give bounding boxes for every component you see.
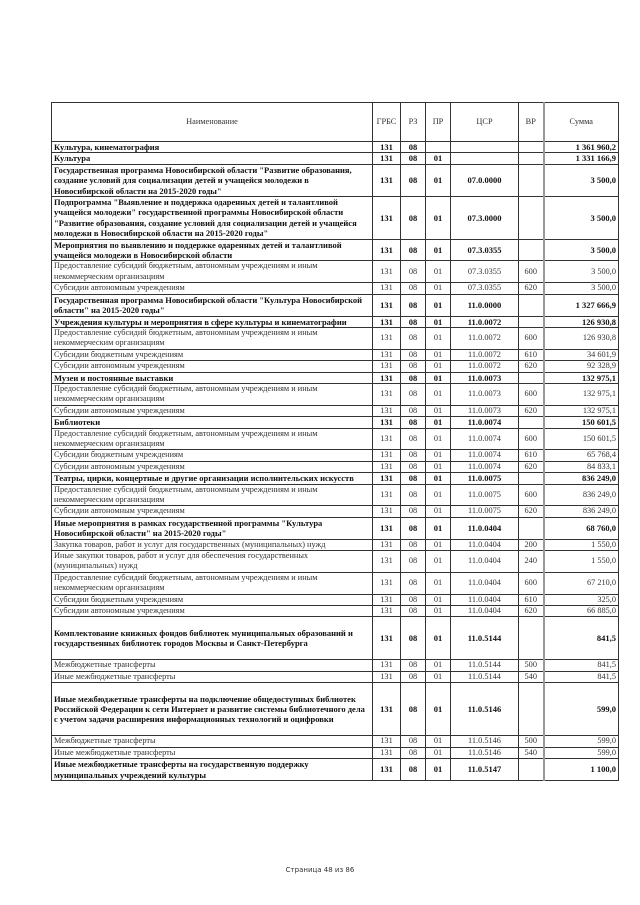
cell-name: Предоставление субсидий бюджетным, автономным учреждениям и иным некоммерческим организациям	[52, 428, 373, 450]
cell-sum: 67 210,0	[544, 572, 619, 594]
table-row	[52, 683, 619, 736]
cell-name: Субсидии автономным учреждениям	[52, 405, 373, 416]
cell-name: Субсидии бюджетным учреждениям	[52, 450, 373, 461]
cell-name: Музеи и постоянные выставки	[52, 372, 373, 383]
cell-pr: 01	[426, 461, 451, 472]
cell-vr: 600	[519, 261, 544, 283]
cell-csr: 11.0.0404	[451, 606, 519, 617]
cell-sum: 1 100,0	[544, 759, 619, 781]
table-row	[52, 349, 619, 360]
cell-vr	[519, 239, 544, 261]
cell-csr: 11.0.5146	[451, 683, 519, 736]
cell-grbs: 131	[373, 197, 401, 240]
cell-pr: 01	[426, 164, 451, 196]
cell-grbs: 131	[373, 461, 401, 472]
cell-vr: 500	[519, 736, 544, 747]
cell-grbs: 131	[373, 316, 401, 327]
cell-sum: 1 550,0	[544, 551, 619, 573]
cell-sum: 836 249,0	[544, 506, 619, 517]
cell-csr: 07.3.0000	[451, 197, 519, 240]
cell-csr: 11.0.0075	[451, 484, 519, 506]
cell-rz: 08	[401, 450, 426, 461]
cell-pr: 01	[426, 517, 451, 539]
cell-csr: 11.0.0000	[451, 294, 519, 316]
cell-sum: 841,5	[544, 617, 619, 660]
cell-name: Субсидии бюджетным учреждениям	[52, 594, 373, 605]
cell-csr: 11.0.0404	[451, 572, 519, 594]
cell-pr: 01	[426, 405, 451, 416]
cell-vr: 240	[519, 551, 544, 573]
cell-rz: 08	[401, 461, 426, 472]
cell-pr: 01	[426, 261, 451, 283]
table-row	[52, 759, 619, 781]
cell-rz: 08	[401, 617, 426, 660]
cell-csr: 11.0.0404	[451, 539, 519, 550]
cell-name: Иные межбюджетные трансферты на подключение общедоступных библиотек Российской Федерации к сети Интернет и развитие системы библиотечного дела с учетом задачи расширения информационных технологий и оцифровки	[52, 683, 373, 736]
cell-pr: 01	[426, 617, 451, 660]
table-row	[52, 572, 619, 594]
cell-vr	[519, 617, 544, 660]
table-row	[52, 671, 619, 682]
cell-rz: 08	[401, 671, 426, 682]
cell-sum: 1 550,0	[544, 539, 619, 550]
cell-vr: 620	[519, 461, 544, 472]
cell-name: Иные межбюджетные трансферты на государственную поддержку муниципальных учреждений культуры	[52, 759, 373, 781]
cell-grbs: 131	[373, 617, 401, 660]
cell-sum: 325,0	[544, 594, 619, 605]
cell-name: Предоставление субсидий бюджетным, автономным учреждениям и иным некоммерческим организациям	[52, 327, 373, 349]
budget-table	[51, 102, 619, 781]
cell-name: Подпрограмма "Выявление и поддержка одаренных детей и талантливой учащейся молодежи" государственной программы Новосибирской области "Развитие образования, создание условий для социализации детей и учащейся молодежи в Новосибирской области на 2015-2020 годы"	[52, 197, 373, 240]
cell-rz: 08	[401, 747, 426, 758]
cell-vr	[519, 759, 544, 781]
cell-pr: 01	[426, 327, 451, 349]
cell-vr	[519, 473, 544, 484]
cell-rz: 08	[401, 405, 426, 416]
cell-grbs: 131	[373, 736, 401, 747]
cell-sum: 66 885,0	[544, 606, 619, 617]
cell-csr: 11.0.0073	[451, 405, 519, 416]
cell-csr	[451, 142, 519, 153]
table-row	[52, 551, 619, 573]
cell-grbs: 131	[373, 349, 401, 360]
cell-grbs: 131	[373, 506, 401, 517]
cell-pr: 01	[426, 428, 451, 450]
cell-csr: 07.3.0355	[451, 283, 519, 294]
cell-vr	[519, 197, 544, 240]
cell-name: Предоставление субсидий бюджетным, автономным учреждениям и иным некоммерческим организациям	[52, 484, 373, 506]
cell-csr: 11.0.0073	[451, 372, 519, 383]
cell-sum: 1 327 666,9	[544, 294, 619, 316]
table-body	[52, 142, 619, 781]
cell-csr: 11.0.0074	[451, 450, 519, 461]
cell-vr: 620	[519, 361, 544, 372]
cell-pr: 01	[426, 506, 451, 517]
table-row	[52, 617, 619, 660]
cell-pr: 01	[426, 736, 451, 747]
cell-sum: 3 500,0	[544, 261, 619, 283]
table-row	[52, 594, 619, 605]
cell-grbs: 131	[373, 372, 401, 383]
cell-pr: 01	[426, 683, 451, 736]
cell-sum: 65 768,4	[544, 450, 619, 461]
header-rz: РЗ	[401, 103, 426, 142]
cell-vr: 600	[519, 428, 544, 450]
cell-name: Комплектование книжных фондов библиотек муниципальных образований и государственных библиотек городов Москвы и Санкт-Петербурга	[52, 617, 373, 660]
cell-rz: 08	[401, 361, 426, 372]
cell-sum: 150 601,5	[544, 417, 619, 428]
cell-rz: 08	[401, 283, 426, 294]
cell-pr: 01	[426, 539, 451, 550]
cell-rz: 08	[401, 142, 426, 153]
table-row	[52, 197, 619, 240]
cell-name: Учреждения культуры и мероприятия в сфере культуры и кинематографии	[52, 316, 373, 327]
cell-name: Иные межбюджетные трансферты	[52, 747, 373, 758]
cell-pr: 01	[426, 671, 451, 682]
table-row	[52, 316, 619, 327]
cell-grbs: 131	[373, 747, 401, 758]
cell-vr	[519, 372, 544, 383]
table-row	[52, 736, 619, 747]
cell-rz: 08	[401, 239, 426, 261]
cell-rz: 08	[401, 372, 426, 383]
cell-csr: 11.0.5146	[451, 747, 519, 758]
cell-pr: 01	[426, 294, 451, 316]
cell-pr: 01	[426, 153, 451, 164]
cell-vr: 540	[519, 747, 544, 758]
cell-csr: 07.0.0000	[451, 164, 519, 196]
cell-rz: 08	[401, 164, 426, 196]
cell-vr	[519, 683, 544, 736]
header-pr: ПР	[426, 103, 451, 142]
cell-pr: 01	[426, 450, 451, 461]
cell-pr: 01	[426, 473, 451, 484]
table-row	[52, 383, 619, 405]
cell-grbs: 131	[373, 759, 401, 781]
cell-grbs: 131	[373, 261, 401, 283]
cell-name: Государственная программа Новосибирской области "Культура Новосибирской области" на 2015-2020 годы"	[52, 294, 373, 316]
table-row	[52, 327, 619, 349]
table-row	[52, 517, 619, 539]
cell-csr: 11.0.0404	[451, 517, 519, 539]
cell-pr: 01	[426, 316, 451, 327]
header-sum: Сумма	[544, 103, 619, 142]
cell-vr: 500	[519, 660, 544, 671]
cell-grbs: 131	[373, 671, 401, 682]
table-row	[52, 539, 619, 550]
cell-grbs: 131	[373, 239, 401, 261]
cell-sum: 841,5	[544, 660, 619, 671]
cell-sum: 599,0	[544, 683, 619, 736]
cell-csr: 11.0.0404	[451, 551, 519, 573]
cell-grbs: 131	[373, 517, 401, 539]
cell-csr: 11.0.5144	[451, 660, 519, 671]
table-row	[52, 283, 619, 294]
cell-sum: 599,0	[544, 747, 619, 758]
table-row	[52, 506, 619, 517]
cell-grbs: 131	[373, 283, 401, 294]
cell-vr: 600	[519, 327, 544, 349]
cell-csr: 11.0.0075	[451, 506, 519, 517]
table-row	[52, 142, 619, 153]
cell-grbs: 131	[373, 450, 401, 461]
cell-csr: 11.0.5147	[451, 759, 519, 781]
cell-name: Субсидии автономным учреждениям	[52, 461, 373, 472]
cell-rz: 08	[401, 417, 426, 428]
cell-grbs: 131	[373, 551, 401, 573]
cell-pr: 01	[426, 594, 451, 605]
cell-pr: 01	[426, 606, 451, 617]
cell-rz: 08	[401, 517, 426, 539]
cell-grbs: 131	[373, 660, 401, 671]
table-row	[52, 361, 619, 372]
cell-rz: 08	[401, 736, 426, 747]
cell-name: Субсидии бюджетным учреждениям	[52, 349, 373, 360]
cell-name: Межбюджетные трансферты	[52, 660, 373, 671]
cell-grbs: 131	[373, 572, 401, 594]
cell-rz: 08	[401, 539, 426, 550]
table-row	[52, 372, 619, 383]
cell-vr: 610	[519, 594, 544, 605]
header-csr: ЦСР	[451, 103, 519, 142]
cell-pr: 01	[426, 239, 451, 261]
cell-rz: 08	[401, 506, 426, 517]
cell-rz: 08	[401, 383, 426, 405]
cell-rz: 08	[401, 428, 426, 450]
cell-csr: 11.0.0404	[451, 594, 519, 605]
cell-name: Театры, цирки, концертные и другие организации исполнительских искусств	[52, 473, 373, 484]
cell-vr	[519, 417, 544, 428]
cell-pr: 01	[426, 349, 451, 360]
cell-sum: 126 930,8	[544, 316, 619, 327]
cell-grbs: 131	[373, 606, 401, 617]
table-row	[52, 239, 619, 261]
cell-grbs: 131	[373, 428, 401, 450]
cell-csr: 07.3.0355	[451, 261, 519, 283]
cell-name: Мероприятия по выявлению и поддержке одаренных детей и талантливой учащейся молодежи в Новосибирской области	[52, 239, 373, 261]
cell-rz: 08	[401, 327, 426, 349]
cell-sum: 1 361 960,2	[544, 142, 619, 153]
cell-rz: 08	[401, 261, 426, 283]
cell-rz: 08	[401, 316, 426, 327]
cell-vr: 620	[519, 283, 544, 294]
cell-name: Субсидии автономным учреждениям	[52, 361, 373, 372]
cell-pr: 01	[426, 484, 451, 506]
cell-sum: 1 331 166,9	[544, 153, 619, 164]
cell-sum: 92 328,9	[544, 361, 619, 372]
cell-csr: 07.3.0355	[451, 239, 519, 261]
table-row	[52, 164, 619, 196]
table-row	[52, 294, 619, 316]
cell-grbs: 131	[373, 405, 401, 416]
cell-sum: 132 975,1	[544, 383, 619, 405]
cell-sum: 3 500,0	[544, 283, 619, 294]
cell-grbs: 131	[373, 153, 401, 164]
cell-sum: 836 249,0	[544, 473, 619, 484]
cell-pr: 01	[426, 660, 451, 671]
cell-sum: 3 500,0	[544, 197, 619, 240]
cell-sum: 150 601,5	[544, 428, 619, 450]
cell-name: Предоставление субсидий бюджетным, автономным учреждениям и иным некоммерческим организациям	[52, 383, 373, 405]
cell-name: Субсидии автономным учреждениям	[52, 606, 373, 617]
cell-sum: 132 975,1	[544, 372, 619, 383]
cell-pr: 01	[426, 361, 451, 372]
table-row	[52, 261, 619, 283]
table-row	[52, 747, 619, 758]
table-row	[52, 405, 619, 416]
page-number: Страница 48 из 86	[285, 866, 355, 874]
cell-csr	[451, 153, 519, 164]
table-row	[52, 153, 619, 164]
cell-rz: 08	[401, 294, 426, 316]
cell-csr: 11.0.0072	[451, 316, 519, 327]
cell-sum: 841,5	[544, 671, 619, 682]
cell-sum: 84 833,1	[544, 461, 619, 472]
table-row	[52, 484, 619, 506]
cell-grbs: 131	[373, 361, 401, 372]
cell-sum: 599,0	[544, 736, 619, 747]
cell-vr: 600	[519, 383, 544, 405]
cell-name: Субсидии автономным учреждениям	[52, 506, 373, 517]
cell-sum: 68 760,0	[544, 517, 619, 539]
cell-rz: 08	[401, 594, 426, 605]
cell-vr	[519, 316, 544, 327]
cell-sum: 836 249,0	[544, 484, 619, 506]
table-row	[52, 660, 619, 671]
cell-name: Культура, кинематография	[52, 142, 373, 153]
cell-rz: 08	[401, 473, 426, 484]
cell-csr: 11.0.0074	[451, 417, 519, 428]
cell-grbs: 131	[373, 473, 401, 484]
cell-vr: 610	[519, 349, 544, 360]
cell-vr: 600	[519, 572, 544, 594]
cell-name: Субсидии автономным учреждениям	[52, 283, 373, 294]
cell-pr: 01	[426, 197, 451, 240]
cell-rz: 08	[401, 197, 426, 240]
cell-pr: 01	[426, 283, 451, 294]
table-row	[52, 417, 619, 428]
header-name: Наименование	[52, 103, 373, 142]
cell-vr	[519, 517, 544, 539]
cell-name: Иные мероприятия в рамках государственной программы "Культура Новосибирской области" на 2015-2020 годы"	[52, 517, 373, 539]
cell-vr: 610	[519, 450, 544, 461]
cell-rz: 08	[401, 606, 426, 617]
cell-vr	[519, 153, 544, 164]
cell-name: Библиотеки	[52, 417, 373, 428]
cell-pr: 01	[426, 747, 451, 758]
cell-csr: 11.0.5146	[451, 736, 519, 747]
cell-vr: 200	[519, 539, 544, 550]
cell-csr: 11.0.0073	[451, 383, 519, 405]
cell-name: Иные закупки товаров, работ и услуг для обеспечения государственных (муниципальных) нужд	[52, 551, 373, 573]
cell-name: Иные межбюджетные трансферты	[52, 671, 373, 682]
cell-pr: 01	[426, 551, 451, 573]
cell-grbs: 131	[373, 417, 401, 428]
cell-csr: 11.0.0072	[451, 349, 519, 360]
cell-rz: 08	[401, 759, 426, 781]
cell-csr: 11.0.0072	[451, 327, 519, 349]
table-row	[52, 473, 619, 484]
cell-vr: 540	[519, 671, 544, 682]
cell-csr: 11.0.0072	[451, 361, 519, 372]
cell-sum: 126 930,8	[544, 327, 619, 349]
cell-rz: 08	[401, 572, 426, 594]
table-row	[52, 606, 619, 617]
cell-vr: 620	[519, 606, 544, 617]
cell-vr: 620	[519, 506, 544, 517]
cell-rz: 08	[401, 484, 426, 506]
cell-name: Государственная программа Новосибирской области "Развитие образования, создание условий для социализации детей и учащейся молодежи в Новосибирской области на 2015-2020 годы"	[52, 164, 373, 196]
cell-csr: 11.0.0075	[451, 473, 519, 484]
cell-name: Предоставление субсидий бюджетным, автономным учреждениям и иным некоммерческим организациям	[52, 261, 373, 283]
cell-sum: 3 500,0	[544, 164, 619, 196]
cell-rz: 08	[401, 551, 426, 573]
cell-grbs: 131	[373, 164, 401, 196]
cell-grbs: 131	[373, 594, 401, 605]
cell-vr	[519, 142, 544, 153]
cell-vr: 600	[519, 484, 544, 506]
cell-rz: 08	[401, 153, 426, 164]
table-row	[52, 461, 619, 472]
cell-name: Закупка товаров, работ и услуг для государственных (муниципальных) нужд	[52, 539, 373, 550]
cell-csr: 11.0.0074	[451, 461, 519, 472]
cell-grbs: 131	[373, 294, 401, 316]
cell-grbs: 131	[373, 142, 401, 153]
table-row	[52, 428, 619, 450]
cell-pr	[426, 142, 451, 153]
header-grbs: ГРБС	[373, 103, 401, 142]
cell-csr: 11.0.5144	[451, 617, 519, 660]
cell-sum: 132 975,1	[544, 405, 619, 416]
cell-rz: 08	[401, 660, 426, 671]
table-row	[52, 450, 619, 461]
cell-pr: 01	[426, 759, 451, 781]
cell-csr: 11.0.0074	[451, 428, 519, 450]
cell-pr: 01	[426, 572, 451, 594]
cell-name: Предоставление субсидий бюджетным, автономным учреждениям и иным некоммерческим организациям	[52, 572, 373, 594]
header-vr: ВР	[519, 103, 544, 142]
cell-rz: 08	[401, 683, 426, 736]
cell-grbs: 131	[373, 327, 401, 349]
table-header-row	[52, 103, 619, 142]
cell-grbs: 131	[373, 683, 401, 736]
cell-sum: 3 500,0	[544, 239, 619, 261]
cell-sum: 34 601,9	[544, 349, 619, 360]
cell-grbs: 131	[373, 484, 401, 506]
cell-grbs: 131	[373, 539, 401, 550]
cell-vr	[519, 294, 544, 316]
cell-rz: 08	[401, 349, 426, 360]
cell-name: Межбюджетные трансферты	[52, 736, 373, 747]
cell-pr: 01	[426, 372, 451, 383]
cell-pr: 01	[426, 383, 451, 405]
cell-pr: 01	[426, 417, 451, 428]
cell-vr	[519, 164, 544, 196]
cell-vr: 620	[519, 405, 544, 416]
cell-csr: 11.0.5144	[451, 671, 519, 682]
cell-grbs: 131	[373, 383, 401, 405]
cell-name: Культура	[52, 153, 373, 164]
